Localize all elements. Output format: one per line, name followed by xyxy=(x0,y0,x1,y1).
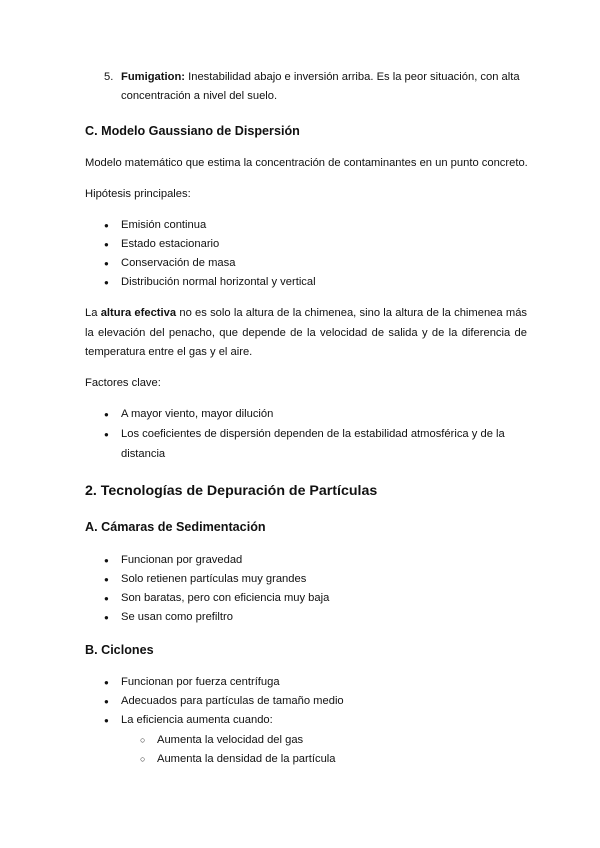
list-item: Distribución normal horizontal y vertical xyxy=(121,276,316,288)
list-item: Emisión continua xyxy=(121,219,207,231)
section-heading: A. Cámaras de Sedimentación xyxy=(85,520,266,534)
list-number: 5. xyxy=(104,71,114,83)
bullet-icon: ● xyxy=(104,613,109,622)
bullet-icon: ● xyxy=(104,678,109,687)
list-item: Funcionan por gravedad xyxy=(121,554,243,566)
bullet-icon: ● xyxy=(104,240,109,249)
effective-height-prefix: La xyxy=(85,307,98,319)
list-item: Adecuados para partículas de tamaño medio xyxy=(121,695,344,707)
bullet-icon: ● xyxy=(104,716,109,725)
term-altura-efectiva: altura efectiva xyxy=(100,307,177,319)
sub-list-item: Aumenta la densidad de la partícula xyxy=(157,753,336,765)
list-item: Solo retienen partículas muy grandes xyxy=(121,573,307,585)
list-item: Los coeficientes de dispersión dependen de la estabilidad atmosférica y de la distancia xyxy=(121,428,505,460)
bullet-icon: ● xyxy=(104,430,109,439)
bullet-icon: ● xyxy=(104,575,109,584)
bullet-icon: ● xyxy=(104,594,109,603)
term-fumigation: Fumigation: xyxy=(121,71,186,83)
list-item: Conservación de masa xyxy=(121,257,236,269)
bullet-icon: ● xyxy=(104,556,109,565)
bullet-icon: ● xyxy=(104,697,109,706)
section-heading: B. Ciclones xyxy=(85,643,154,657)
list-item: Estado estacionario xyxy=(121,238,220,250)
fumigation-text-line2: concentración a nivel del suelo. xyxy=(121,90,278,102)
sub-bullet-icon: ○ xyxy=(140,735,146,745)
paragraph-effective-height xyxy=(85,304,527,363)
paragraph-label: Factores clave: xyxy=(85,377,161,389)
list-item: A mayor viento, mayor dilución xyxy=(121,408,274,420)
section-heading: C. Modelo Gaussiano de Dispersión xyxy=(85,124,300,138)
bullet-icon: ● xyxy=(104,259,109,268)
bullet-icon: ● xyxy=(104,410,109,419)
paragraph-label: Hipótesis principales: xyxy=(85,188,191,200)
effective-height-text: no es solo la altura de la chimenea, sino la altura de la chimenea más la elevación del penacho, que depende de la velocidad de salida y de la diferencia de temperatura entre el gas y el aire. xyxy=(85,307,528,358)
list-item: Se usan como prefiltro xyxy=(121,611,233,623)
list-item: La eficiencia aumenta cuando: xyxy=(121,714,273,726)
section-heading-main: 2. Tecnologías de Depuración de Partículas xyxy=(85,483,378,499)
bullet-icon: ● xyxy=(104,278,109,287)
fumigation-text-line1: Inestabilidad abajo e inversión arriba. Es la peor situación, con alta xyxy=(188,71,520,83)
bullet-icon: ● xyxy=(104,221,109,230)
list-item-fumigation xyxy=(121,68,520,87)
sub-list-item: Aumenta la velocidad del gas xyxy=(157,734,304,746)
list-item: Son baratas, pero con eficiencia muy baja xyxy=(121,592,330,604)
paragraph: Modelo matemático que estima la concentración de contaminantes en un punto concreto. xyxy=(85,157,528,169)
list-item: Funcionan por fuerza centrífuga xyxy=(121,676,280,688)
sub-bullet-icon: ○ xyxy=(140,754,146,764)
